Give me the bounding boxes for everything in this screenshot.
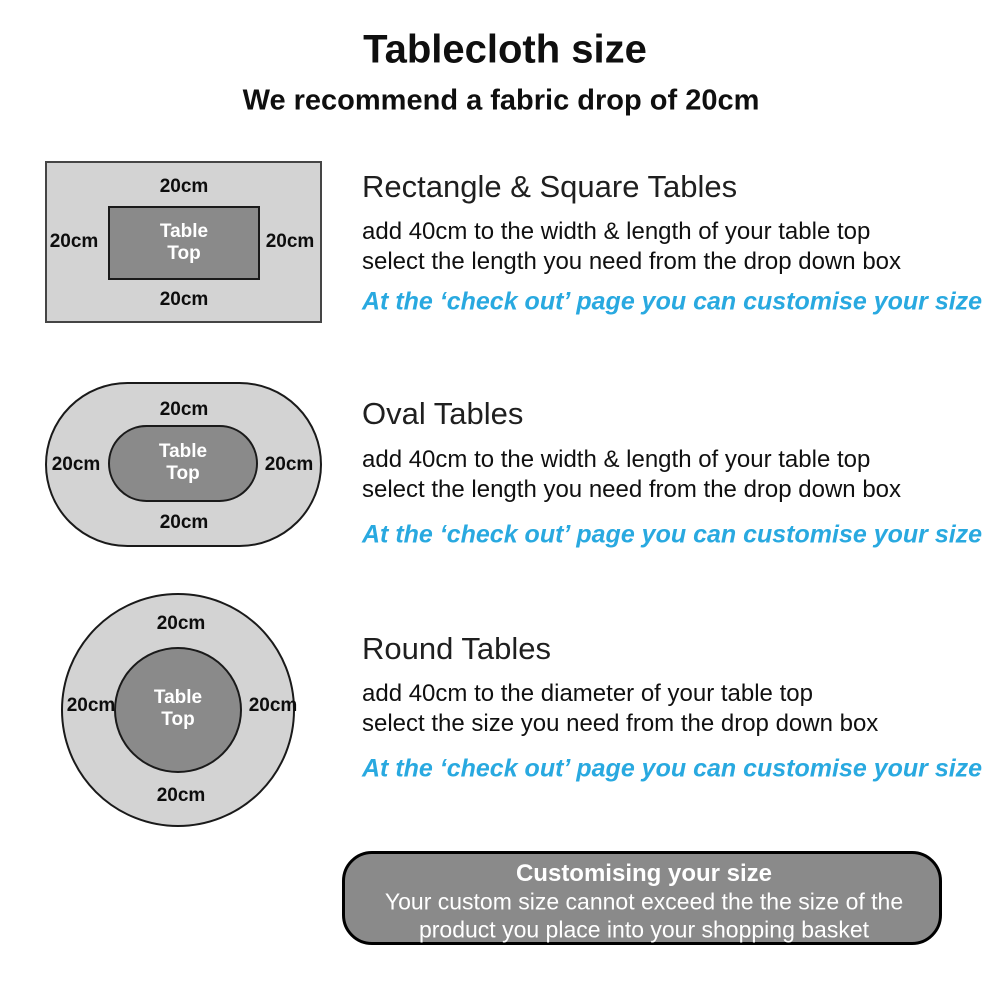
drop-label-right: 20cm <box>264 454 314 475</box>
callout-line1: Your custom size cannot exceed the the size of the <box>384 888 904 915</box>
drop-label-left: 20cm <box>51 454 101 475</box>
section-note-round: At the ‘check out’ page you can customise your size <box>362 754 983 783</box>
drop-label-bottom: 20cm <box>159 512 209 533</box>
drop-label-top: 20cm <box>159 176 209 197</box>
drop-label-right: 20cm <box>265 231 315 252</box>
section-body-line2-rectangle: select the length you need from the drop down box <box>362 248 902 275</box>
section-note-rectangle: At the ‘check out’ page you can customise your size <box>362 287 983 316</box>
drop-label-top: 20cm <box>156 613 206 634</box>
oval-tabletop-label: Table Top <box>158 441 208 484</box>
section-body-line1-round: add 40cm to the diameter of your table top <box>362 680 813 707</box>
rectangle-table-diagram <box>45 161 322 323</box>
section-body-line2-round: select the size you need from the drop down box <box>362 710 879 737</box>
page-title: Tablecloth size <box>363 27 647 72</box>
round-tabletop-label: Table Top <box>153 687 203 730</box>
oval-table-diagram <box>45 382 322 547</box>
customising-size-callout <box>342 851 942 945</box>
section-heading-oval: Oval Tables <box>362 396 524 431</box>
drop-label-left: 20cm <box>66 695 116 716</box>
drop-label-left: 20cm <box>49 231 99 252</box>
rectangle-tabletop-label: Table Top <box>159 221 209 264</box>
section-body-line1-oval: add 40cm to the width & length of your table top <box>362 446 871 473</box>
drop-label-top: 20cm <box>159 399 209 420</box>
callout-line2: product you place into your shopping basket <box>418 916 870 943</box>
section-heading-rectangle: Rectangle & Square Tables <box>362 169 738 204</box>
section-heading-round: Round Tables <box>362 631 552 666</box>
section-note-oval: At the ‘check out’ page you can customise your size <box>362 520 983 549</box>
section-body-line1-rectangle: add 40cm to the width & length of your table top <box>362 218 871 245</box>
round-table-diagram <box>61 593 298 827</box>
page-subtitle: We recommend a fabric drop of 20cm <box>242 84 760 117</box>
drop-label-bottom: 20cm <box>159 289 209 310</box>
callout-heading: Customising your size <box>515 860 773 887</box>
drop-label-bottom: 20cm <box>156 785 206 806</box>
drop-label-right: 20cm <box>248 695 298 716</box>
section-body-line2-oval: select the length you need from the drop down box <box>362 476 902 503</box>
